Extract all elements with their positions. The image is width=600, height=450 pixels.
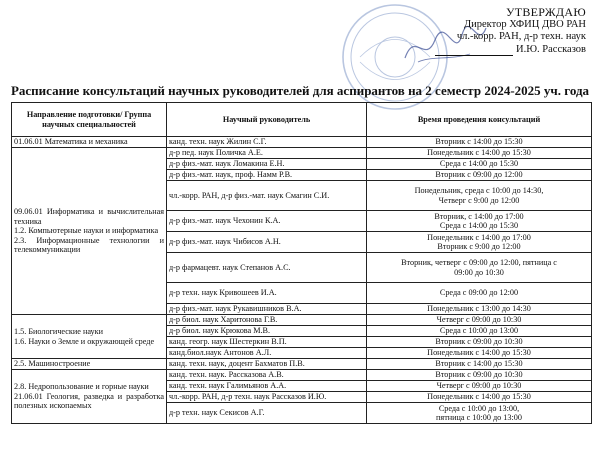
time-cell bbox=[367, 348, 592, 359]
supervisor-cell: д-р физ.-мат. наук Чибисов А.Н. bbox=[167, 232, 367, 253]
time-cell bbox=[367, 326, 592, 337]
time-text: Среда с 14:00 до 15:30 bbox=[439, 159, 519, 169]
supervisor-cell: д-р физ.-мат. наук Чехонин К.А. bbox=[167, 211, 367, 232]
time-text: Понедельник с 14:00 до 17:00 bbox=[427, 232, 531, 242]
time-cell bbox=[367, 315, 592, 326]
time-cell bbox=[367, 392, 592, 403]
approval-name: И.Ю. Рассказов bbox=[516, 43, 586, 55]
time-text: Вторник с 09:00 до 10:30 bbox=[435, 337, 523, 347]
time-cell bbox=[367, 403, 592, 424]
supervisor-cell: д-р физ.-мат. наук Ломакина Е.Н. bbox=[167, 159, 367, 170]
supervisor-cell: д-р пед. наук Поличка А.Е. bbox=[167, 148, 367, 159]
time-text: Понедельник с 13:00 до 14:30 bbox=[427, 304, 531, 314]
time-text: Среда с 09:00 до 12:00 bbox=[439, 288, 519, 298]
supervisor-cell: канд. техн. наук. Рассказова А.В. bbox=[167, 370, 367, 381]
direction-cell bbox=[12, 370, 167, 424]
direction-text: 09.06.01 Информатика и вычислительная техника bbox=[14, 207, 164, 226]
time-text: Среда с 14:00 до 15:30 bbox=[439, 221, 519, 230]
table-row bbox=[12, 137, 592, 148]
table-row bbox=[12, 370, 592, 381]
time-text: Понедельник с 14:00 до 15:30 bbox=[427, 348, 531, 358]
supervisor-cell: канд. техн. наук Галимьянов А.А. bbox=[167, 381, 367, 392]
time-cell bbox=[367, 304, 592, 315]
time-text: Среда с 10:00 до 13:00 bbox=[439, 326, 519, 336]
time-cell bbox=[367, 137, 592, 148]
direction-text: 01.06.01 Математика и механика bbox=[14, 137, 128, 147]
direction-cell bbox=[12, 148, 167, 315]
header-direction: Направление подготовки/ Группа научных специальностей bbox=[12, 103, 167, 137]
supervisor-cell: д-р биол. наук Крюкова М.В. bbox=[167, 326, 367, 337]
time-cell bbox=[367, 337, 592, 348]
schedule-table bbox=[11, 102, 592, 424]
time-cell bbox=[367, 232, 592, 253]
time-text: Вторник с 14:00 до 15:30 bbox=[435, 137, 523, 147]
time-text: Вторник, с 14:00 до 17:00 bbox=[434, 211, 524, 221]
supervisor-cell: д-р фармацевт. наук Степанов А.С. bbox=[167, 253, 367, 283]
time-cell bbox=[367, 253, 592, 283]
time-cell bbox=[367, 211, 592, 232]
supervisor-cell: д-р физ.-мат. наук Рукавишников В.А. bbox=[167, 304, 367, 315]
time-text: пятница с 10:00 до 13:00 bbox=[436, 413, 522, 422]
signature-line bbox=[435, 46, 513, 56]
supervisor-cell: канд. техн. наук Жилин С.Г. bbox=[167, 137, 367, 148]
approval-position: Директор ХФИЦ ДВО РАН bbox=[463, 18, 586, 30]
supervisor-cell: д-р техн. наук Кривошеев И.А. bbox=[167, 283, 367, 304]
supervisor-cell: д-р техн. наук Секисов А.Г. bbox=[167, 403, 367, 424]
time-text: Вторник с 09:00 до 10:30 bbox=[435, 370, 523, 380]
direction-text: 1.5. Биологические науки bbox=[14, 327, 103, 337]
table-row bbox=[12, 315, 592, 326]
time-text: Четверг с 09:00 до 10:30 bbox=[436, 315, 522, 325]
approval-heading: УТВЕРЖДАЮ bbox=[505, 5, 586, 19]
time-cell bbox=[367, 283, 592, 304]
supervisor-cell: чл.-корр. РАН, д-р физ.-мат. наук Смагин С.И. bbox=[167, 181, 367, 211]
direction-text: 1.6. Науки о Земле и окружающей среде bbox=[14, 336, 155, 346]
time-cell bbox=[367, 170, 592, 181]
time-cell bbox=[367, 159, 592, 170]
direction-text: 2.5. Машиностроение bbox=[14, 359, 91, 369]
document-title: Расписание консультаций научных руководителей для аспирантов на 2 семестр 2024-2025 уч. года bbox=[10, 83, 590, 98]
supervisor-cell: д-р биол. наук Харитонова Г.В. bbox=[167, 315, 367, 326]
time-cell bbox=[367, 381, 592, 392]
direction-cell bbox=[12, 359, 167, 370]
header-time: Время проведения консультаций bbox=[367, 103, 592, 137]
direction-text: 2.3. Информационные технологии и телекоммуникации bbox=[14, 235, 164, 255]
time-text: Вторник с 14:00 до 15:30 bbox=[435, 359, 523, 369]
time-text: 09:00 до 10:30 bbox=[454, 267, 504, 277]
time-text: Вторник с 09:00 до 12:00 bbox=[435, 170, 523, 180]
time-cell bbox=[367, 148, 592, 159]
header-supervisor: Научный руководитель bbox=[167, 103, 367, 137]
direction-text: 2.8. Недропользование и горные науки bbox=[14, 382, 149, 392]
time-cell bbox=[367, 359, 592, 370]
time-text: Понедельник с 14:00 до 15:30 bbox=[427, 148, 531, 158]
direction-cell bbox=[12, 137, 167, 148]
time-text: Понедельник, среда с 10:00 до 14:30, bbox=[414, 186, 544, 196]
time-text: Вторник, четверг с 09:00 до 12:00, пятница с bbox=[401, 258, 557, 268]
supervisor-cell: чл.-корр. РАН, д-р техн. наук Рассказов И.Ю. bbox=[167, 392, 367, 403]
direction-cell bbox=[12, 315, 167, 359]
supervisor-cell: д-р физ.-мат. наук, проф. Намм Р.В. bbox=[167, 170, 367, 181]
supervisor-cell: канд. геогр. наук Шестеркин В.П. bbox=[167, 337, 367, 348]
time-text: Четверг с 9:00 до 12:00 bbox=[438, 195, 520, 205]
time-text: Четверг с 09:00 до 10:30 bbox=[436, 381, 522, 391]
direction-text: 1.2. Компьютерные науки и информатика bbox=[14, 226, 159, 236]
time-text: Среда с 10:00 до 13:00, bbox=[438, 403, 520, 413]
table-row bbox=[12, 359, 592, 370]
supervisor-cell: канд. техн. наук, доцент Бахматов П.В. bbox=[167, 359, 367, 370]
supervisor-cell: канд.биол.наук Антонов А.Л. bbox=[167, 348, 367, 359]
time-text: Понедельник с 14:00 до 15:30 bbox=[427, 392, 531, 402]
approval-name-line bbox=[346, 44, 586, 57]
approval-block bbox=[346, 6, 586, 56]
time-text: Вторник с 9:00 до 12:00 bbox=[437, 242, 521, 251]
direction-text: 21.06.01 Геология, разведка и разработка полезных ископаемых bbox=[14, 391, 164, 411]
time-cell bbox=[367, 370, 592, 381]
table-row bbox=[12, 148, 592, 159]
approval-degree: чл.-корр. РАН, д-р техн. наук bbox=[456, 31, 586, 42]
time-cell bbox=[367, 181, 592, 211]
table-header-row bbox=[12, 103, 592, 137]
